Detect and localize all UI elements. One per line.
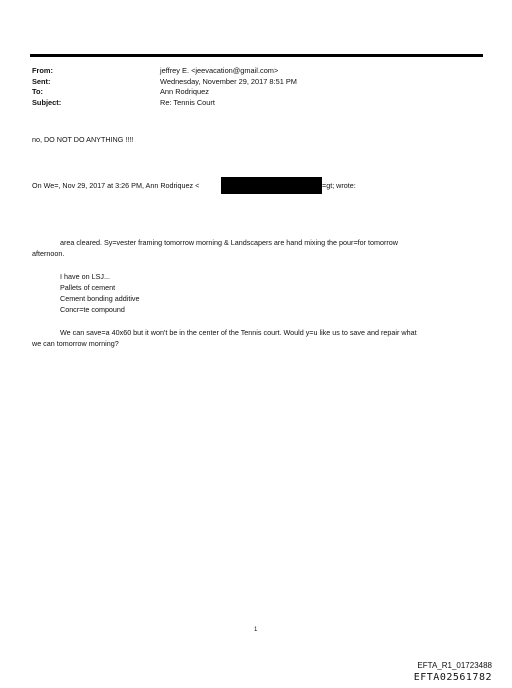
body-paragraph-2-line-2: we can tomorrow morning?	[32, 339, 119, 348]
quote-intro-start: On We=, Nov 29, 2017 at 3:26 PM, Ann Rodriquez <	[32, 181, 200, 190]
page-number: 1	[254, 627, 258, 633]
list-item: Pallets of cement	[60, 283, 116, 292]
from-row	[32, 66, 297, 77]
subject-row	[32, 98, 297, 109]
redaction-block	[221, 177, 322, 194]
sent-label: Sent:	[32, 76, 51, 86]
list-item: Concr=te compound	[60, 305, 125, 314]
to-value: Ann Rodriquez	[160, 87, 209, 96]
list-item: Cement bonding additive	[60, 294, 140, 303]
body-paragraph-2-line-1: We can save=a 40x60 but it won't be in the center of the Tennis court. Would y=u like us to save and repair what	[60, 328, 417, 337]
to-row	[32, 87, 297, 98]
from-value: jeffrey E. <jeevacation@gmail.com>	[160, 66, 279, 75]
subject-label: Subject:	[32, 97, 62, 107]
reply-line: no, DO NOT DO ANYTHING !!!!	[32, 135, 134, 144]
quote-intro-end: =gt; wrote:	[322, 181, 356, 190]
sent-row	[32, 77, 297, 88]
email-header	[32, 66, 297, 108]
subject-value: Re: Tennis Court	[160, 97, 215, 107]
sent-value: Wednesday, November 29, 2017 8:51 PM	[160, 76, 297, 86]
body-paragraph-1-line-1: area cleared. Sy=vester framing tomorrow morning & Landscapers are hand mixing the pour=for tomorrow	[60, 238, 398, 247]
header-divider	[30, 54, 483, 57]
body-paragraph-1-line-2: afternoon.	[32, 249, 65, 258]
bates-number-secondary: EFTA02561782	[413, 672, 492, 683]
list-intro: I have on LSJ...	[60, 272, 110, 281]
from-label: From:	[32, 66, 53, 75]
to-label: To:	[32, 87, 43, 96]
bates-number-primary: EFTA_R1_01723488	[417, 661, 492, 670]
